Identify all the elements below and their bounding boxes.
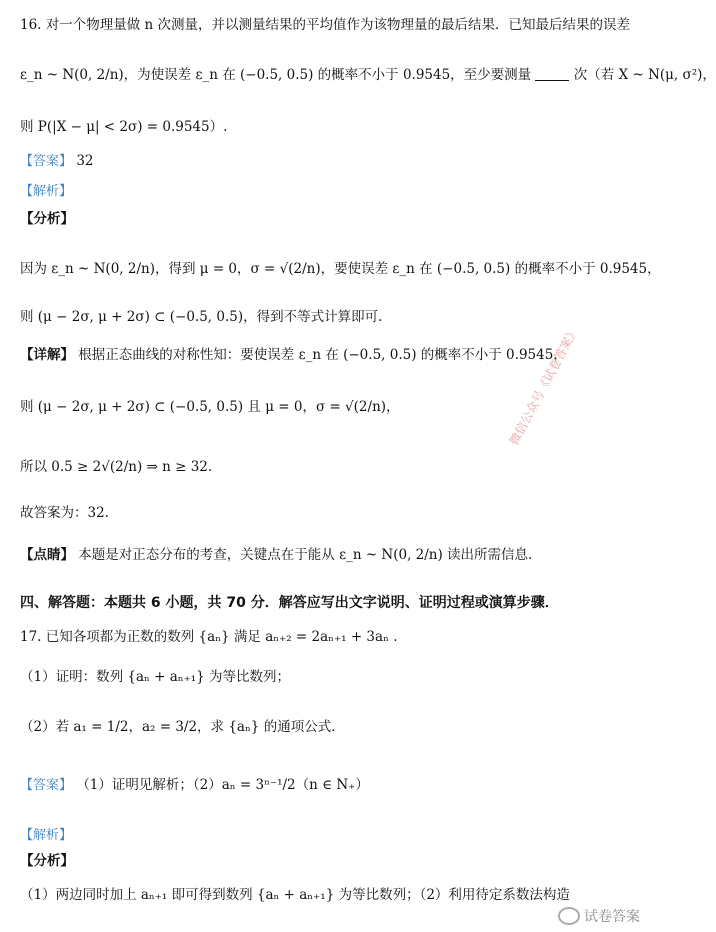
detail-16-line4: 故答案为：32. — [20, 505, 109, 521]
fenxi-16-line2: 则 (μ − 2σ, μ + 2σ) ⊂ (−0.5, 0.5)，得到不等式计算即可. — [20, 309, 383, 325]
q16-line2-text: ε_n ~ N(0, 2/n)，为使误差 ε_n 在 (−0.5, 0.5) 的概率不小于 0.9545，至少要测量 — [20, 67, 532, 83]
q16-line3: 则 P(|X − μ| < 2σ) = 0.9545）. — [20, 119, 228, 135]
answer-17 — [20, 776, 636, 795]
q16-line1: 16. 对一个物理量做 n 次测量，并以测量结果的平均值作为该物理量的最后结果．已知最后结果的误差 — [20, 17, 631, 33]
wechat-logo — [558, 906, 640, 926]
fenxi-17-line1: （1）两边同时加上 aₙ₊₁ 即可得到数列 {aₙ + aₙ₊₁} 为等比数列；（2）利用待定系数法构造 — [20, 887, 570, 903]
detail-16-line3: 所以 0.5 ≥ 2√(2/n) ⇒ n ≥ 32. — [20, 459, 213, 475]
answer-tag: 【答案】 — [20, 154, 73, 169]
answer-blank — [535, 66, 569, 81]
detail-16-line1 — [20, 346, 636, 364]
analysis-tag-17 — [20, 826, 636, 845]
fenxi-tag: 【分析】 — [20, 211, 74, 227]
comment-16 — [20, 546, 636, 564]
q17-stem: 17. 已知各项都为正数的数列 {aₙ} 满足 aₙ₊₂ = 2aₙ₊₁ + 3aₙ . — [20, 629, 398, 645]
detail-16-text: 根据正态曲线的对称性知：要使误差 ε_n 在 (−0.5, 0.5) 的概率不小于 0.9545， — [78, 347, 567, 363]
wechat-icon — [558, 907, 580, 925]
answer-16 — [20, 152, 636, 171]
detail-tag: 【详解】 — [20, 347, 74, 363]
logo-text: 试卷答案 — [584, 909, 640, 925]
watermark: 微信公众号《试卷答案》 — [506, 324, 582, 448]
detail-16-line2: 则 (μ − 2σ, μ + 2σ) ⊂ (−0.5, 0.5) 且 μ = 0，σ = √(2/n)， — [20, 399, 400, 415]
answer-tag: 【答案】 — [20, 778, 73, 793]
section-4-heading: 四、解答题：本题共 6 小题，共 70 分．解答应写出文字说明、证明过程或演算步骤． — [20, 595, 559, 611]
analysis-tag: 【解析】 — [20, 828, 73, 843]
answer-17-value: （1）证明见解析；（2）aₙ = 3ⁿ⁻¹/2（n ∈ N₊） — [76, 777, 369, 793]
answer-16-value: 32 — [76, 153, 94, 169]
fenxi-tag-17 — [20, 852, 636, 870]
comment-16-text: 本题是对正态分布的考查，关键点在于能从 ε_n ~ N(0, 2/n) 读出所需信息. — [78, 547, 533, 563]
analysis-tag-16 — [20, 182, 636, 201]
q16-line2-tail: 次（若 X ~ N(μ, σ²)， — [573, 67, 716, 83]
fenxi-16-line1: 因为 ε_n ~ N(0, 2/n)，得到 μ = 0，σ = √(2/n)，要使误差 ε_n 在 (−0.5, 0.5) 的概率不小于 0.9545， — [20, 261, 661, 277]
q16-line2 — [20, 66, 716, 84]
fenxi-tag-16 — [20, 210, 636, 228]
comment-tag: 【点睛】 — [20, 547, 74, 563]
analysis-tag: 【解析】 — [20, 184, 73, 199]
q17-part2: （2）若 a₁ = 1/2，a₂ = 3/2，求 {aₙ} 的通项公式. — [20, 719, 336, 735]
fenxi-tag: 【分析】 — [20, 853, 74, 869]
q17-part1: （1）证明：数列 {aₙ + aₙ₊₁} 为等比数列； — [20, 669, 291, 685]
